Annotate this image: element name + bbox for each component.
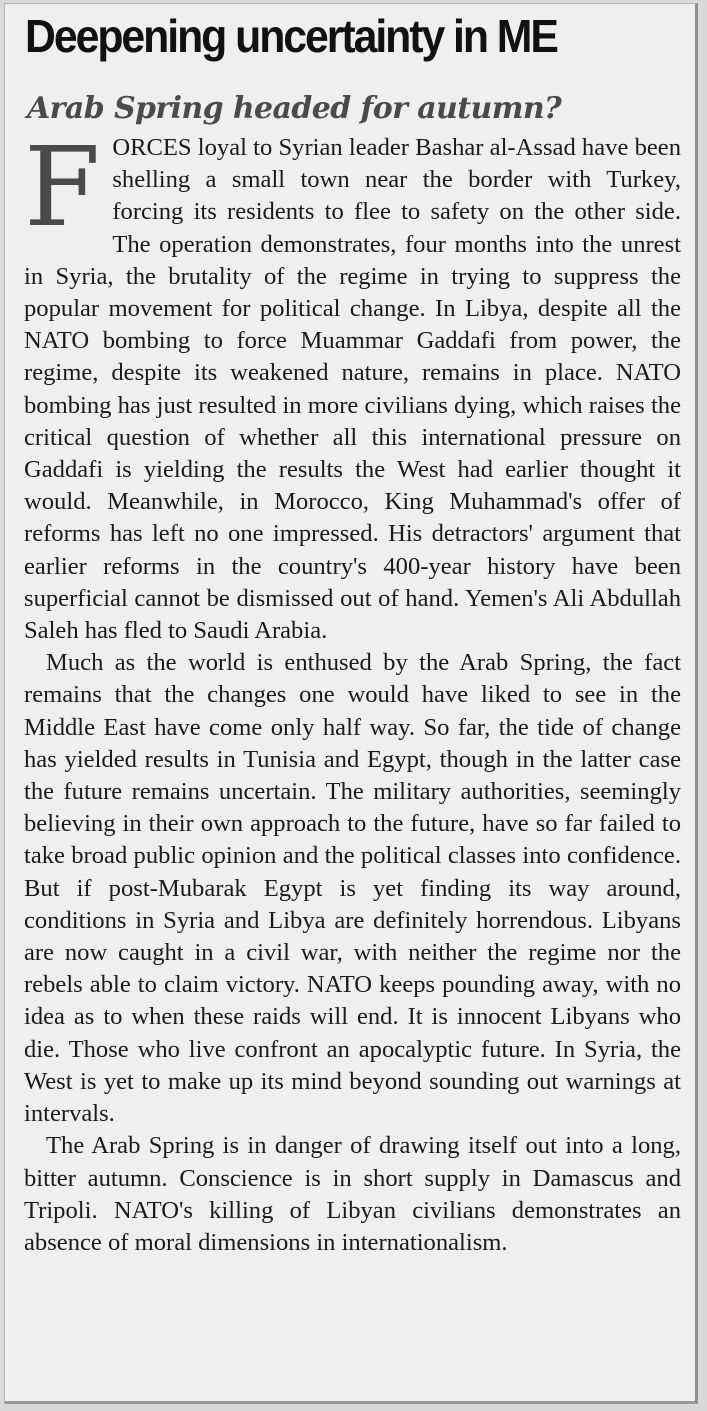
- paragraph-2: Much as the world is enthused by the Arab Spring, the fact remains that the changes one would have liked to see in the Middle East have come only half way. So far, the tide of change has yielded results in Tunisia and Egypt, though in the latter case the future remains uncertain. The military authorities, seemingly believing in their own approach to the future, have so far failed to take broad public opinion and the political classes into confidence. But if post-Mubarak Egypt is yet finding its way around, conditions in Syria and Libya are definitely horrendous. Libyans are now caught in a civil war, with neither the regime nor the rebels able to claim victory. NATO keeps pounding away, with no idea as to when these raids will end. It is innocent Libyans who die. Those who live confront an apocalyptic future. In Syria, the West is yet to make up its mind beyond sounding out warnings at intervals.: [24, 649, 681, 1128]
- paragraph-1-text: ORCES loyal to Syrian leader Bashar al-Assad have been shelling a small town near the border with Turkey, forcing its residents to flee to safety on the other side. The operation demonstrates, four months into the unrest in Syria, the brutality of the regime in trying to suppress the popular movement for political change. In Libya, despite all the NATO bombing to force Muammar Gaddafi from power, the regime, despite its weakened nature, remains in place. NATO bombing has just resulted in more civilians dying, which raises the critical question of whether all this international pressure on Gaddafi is yielding the results the West had earlier thought it would. Meanwhile, in Morocco, King Muhammad's offer of reforms has left no one impressed. His detractors' argument that earlier reforms in the country's 400-year history have been superficial cannot be dismissed out of hand. Yemen's Ali Abdullah Saleh has fled to Saudi Arabia.: [24, 134, 681, 645]
- paragraph-1: [24, 123, 681, 647]
- drop-cap: F: [24, 123, 101, 251]
- headline: Deepening uncertainty in ME: [25, 10, 557, 62]
- paragraph-3: The Arab Spring is in danger of drawing itself out into a long, bitter autumn. Conscience is in short supply in Damascus and Tripoli. NATO's killing of Libyan civilians demonstrates an absence of moral dimensions in internationalism.: [24, 1132, 681, 1256]
- subheadline: Arab Spring headed for autumn?: [27, 91, 562, 126]
- article-body: [24, 123, 681, 1259]
- newspaper-clipping: [4, 3, 698, 1404]
